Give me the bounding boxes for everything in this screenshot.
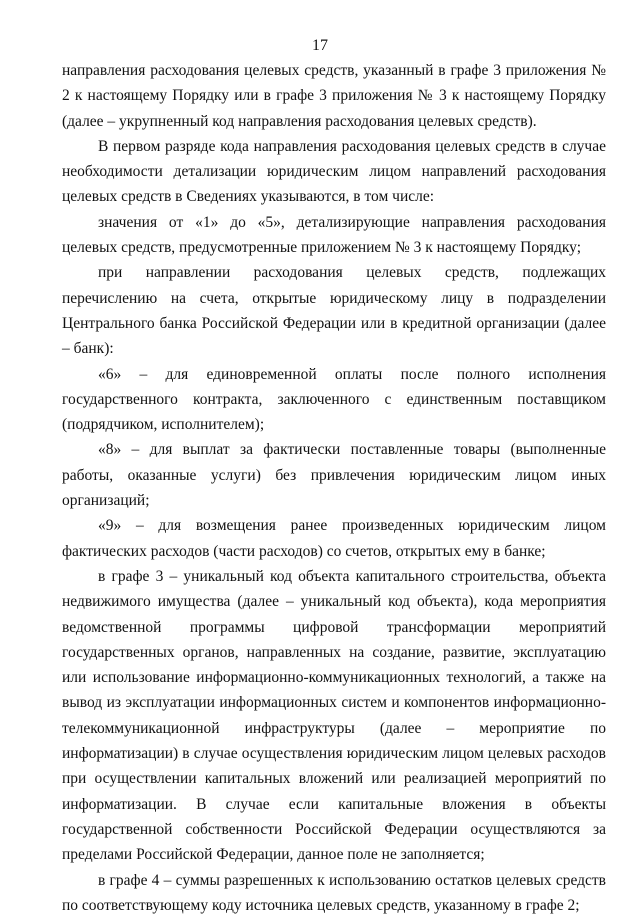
paragraph-code-9: «9» – для возмещения ранее произведенных юридическим лицом фактических расходов (части расходов) со счетов, открытых ему в банке; xyxy=(62,513,606,564)
paragraph-column-3: в графе 3 – уникальный код объекта капитального строительства, объекта недвижимого имущества (далее – уникальный код объекта), кода мероприятия ведомственной программы цифровой трансформации мероприятий государственных органов, направленных на создание, развитие, эксплуатацию или использование информационно-коммуникационных технологий, а также на вывод из эксплуатации информационных систем и компонентов информационно-телекоммуникационной инфраструктуры (далее – мероприятие по информатизации) в случае осуществления юридическим лицом целевых расходов при осуществлении капитальных вложений или реализацией мероприятий по информатизации. В случае если капитальные вложения в объекты государственной собственности Российской Федерации осуществляются за пределами Российской Федерации, данное поле не заполняется; xyxy=(62,564,606,868)
paragraph-continuation: направления расходования целевых средств, указанный в графе 3 приложения № 2 к настоящему Порядку или в графе 3 приложения № 3 к настоящему Порядку (далее – укрупненный код направления расходования целевых средств). xyxy=(62,58,606,134)
paragraph-code-8: «8» – для выплат за фактически поставленные товары (выполненные работы, оказанные услуги) без привлечения юридическим лицом иных организаций; xyxy=(62,437,606,513)
page-number: 17 xyxy=(0,36,640,56)
paragraph-first-digit-code: В первом разряде кода направления расходования целевых средств в случае необходимости детализации юридическим лицом направлений расходования целевых средств в Сведениях указываются, в том числе: xyxy=(62,134,606,210)
paragraph-code-6: «6» – для единовременной оплаты после полного исполнения государственного контракта, заключенного с единственным поставщиком (подрядчиком, исполнителем); xyxy=(62,362,606,438)
paragraph-column-4: в графе 4 – суммы разрешенных к использованию остатков целевых средств по соответствующему коду источника целевых средств, указанному в графе 2; xyxy=(62,868,606,918)
paragraph-bank-accounts: при направлении расходования целевых средств, подлежащих перечислению на счета, открытые юридическому лицу в подразделении Центрального банка Российской Федерации или в кредитной организации (далее – банк): xyxy=(62,260,606,361)
paragraph-values-1-to-5: значения от «1» до «5», детализирующие направления расходования целевых средств, предусмотренные приложением № 3 к настоящему Порядку; xyxy=(62,210,606,261)
document-body xyxy=(62,58,606,918)
